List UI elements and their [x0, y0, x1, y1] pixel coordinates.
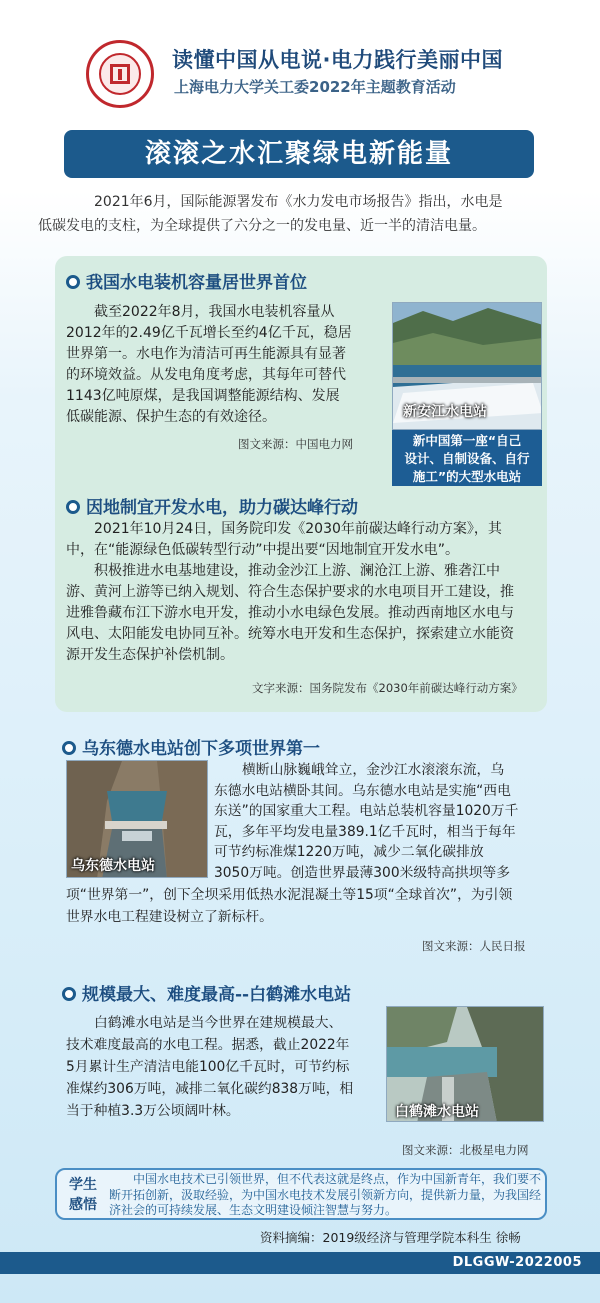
section2-line: 中，在“能源绿色低碳转型行动”中提出要“因地制宜开发水电”。: [66, 542, 460, 558]
section-bullet-icon: [62, 741, 76, 755]
section1-line: 世界第一。水电作为清洁可再生能源具有显著: [66, 346, 346, 362]
section4-source: 图文来源：北极星电力网: [402, 1143, 529, 1157]
section2-paragraph: [66, 519, 546, 666]
xinanjiang-dam-photo: [392, 302, 542, 430]
section1-line: 低碳能源、保护生态的有效途径。: [66, 409, 276, 425]
section3-line: 东送”的国家重大工程。电站总装机容量1020万千: [214, 803, 519, 819]
section3-paragraph: [214, 760, 544, 883]
editor-credit: 资料摘编：2019级经济与管理学院本科生 徐畅: [260, 1230, 521, 1245]
header-title-main: 读懂中国从电说·电力践行美丽中国: [172, 48, 503, 72]
section3-line: 世界水电工程建设树立了新标杆。: [66, 909, 273, 925]
caption-line: 新中国第一座“自己: [412, 433, 522, 448]
section3-line: 横断山脉巍峨耸立，金沙江水滚滚东流，乌: [242, 762, 505, 778]
student-reflection-label: [65, 1175, 101, 1215]
section3-line: 3050万吨。创造世界最薄300米级特高拱坝等多: [214, 864, 510, 881]
section4-line: 准煤约306万吨，减排二氧化碳约838万吨，相: [66, 1081, 354, 1097]
section1-source: 图文来源：中国电力网: [238, 437, 353, 451]
section2-title: [66, 493, 358, 518]
university-logo: [86, 40, 154, 108]
logo-emblem-icon: [99, 53, 141, 95]
caption-line: 施工”的大型水电站: [412, 469, 522, 484]
baihetan-photo-label: 白鹤滩水电站: [395, 1104, 479, 1120]
section3-line: 瓦，多年平均发电量389.1亿千瓦时，相当于每年: [214, 823, 516, 840]
section3-source: 图文来源：人民日报: [422, 939, 526, 953]
section-bullet-icon: [66, 500, 80, 514]
section1-line: 2012年的2.49亿千瓦增长至约4亿千瓦，稳居: [66, 325, 352, 341]
baihetan-dam-photo: [386, 1006, 544, 1122]
section4-line: 白鹤滩水电站是当今世界在建规模最大、: [94, 1015, 343, 1031]
section1-line: 1143亿吨原煤，是我国调整能源结构、发展: [66, 388, 340, 404]
xinanjiang-caption: [392, 430, 542, 486]
wudongde-photo-label: 乌东德水电站: [71, 858, 155, 874]
section4-line: 5月累计生产清洁电能100亿千瓦时，可节约标: [66, 1059, 350, 1075]
intro-line: 2021年6月，国际能源署发布《水力发电市场报告》指出，水电是: [94, 194, 503, 210]
section2-line: 进雅鲁藏布江下游水电开发，推动小水电绿色发展。推动西南地区水电与: [66, 605, 514, 621]
section2-line: 2021年10月24日，国务院印发《2030年前碳达峰行动方案》，其: [94, 521, 502, 537]
section4-title-text: 规模最大、难度最高--白鹤滩水电站: [82, 985, 352, 1005]
section1-line: 的环境效益。从发电角度考虑，其每年可替代: [66, 367, 346, 383]
section1-paragraph: [66, 302, 386, 428]
section1-title-text: 我国水电装机容量居世界首位: [86, 273, 307, 293]
section2-line: 游、黄河上游等已纳入规划、符合生态保护要求的水电项目开工建设，推: [66, 584, 514, 600]
section2-line: 积极推进水电基地建设，推动金沙江上游、澜沧江上游、雅砻江中: [94, 563, 500, 579]
student-label-line: 感悟: [69, 1197, 97, 1213]
student-reflection-box: [55, 1168, 547, 1220]
section3-line: 东德水电站横卧其间。乌东德水电站是实施“西电: [214, 782, 511, 799]
section3-paragraph-cont: [66, 884, 546, 928]
section4-paragraph: [66, 1012, 386, 1122]
intro-line: 低碳发电的支柱，为全球提供了六分之一的发电量、近一半的清洁电量。: [38, 218, 486, 234]
section3-line: 可节约标准煤1220万吨，减少二氧化碳排放: [214, 844, 484, 860]
wudongde-dam-photo: [66, 760, 208, 878]
section2-source: 文字来源：国务院发布《2030年前碳达峰行动方案》: [252, 681, 523, 695]
footer-code-bar: DLGGW-2022005: [0, 1252, 600, 1274]
section1-line: 截至2022年8月，我国水电装机容量从: [94, 304, 335, 320]
section3-line: 项“世界第一”，创下全坝采用低热水泥混凝土等15项“全球首次”，为引领: [66, 887, 513, 903]
caption-line: 设计、自制设备、自行: [404, 451, 530, 466]
main-title-banner: 滚滚之水汇聚绿电新能量: [64, 130, 534, 178]
section2-line: 源开发生态保护补偿机制。: [66, 647, 234, 663]
student-label-line: 学生: [69, 1177, 97, 1193]
section3-title: [62, 734, 320, 759]
section2-line: 风电、太阳能发电协同互补。统筹水电开发和生态保护，探索建立水能资: [66, 626, 514, 642]
section4-line: 技术难度最高的水电工程。据悉，截止2022年: [66, 1037, 350, 1053]
section-bullet-icon: [66, 275, 80, 289]
section-bullet-icon: [62, 987, 76, 1001]
section4-line: 当于种植3.3万公顷阔叶林。: [66, 1103, 240, 1119]
intro-paragraph: [38, 190, 542, 238]
section2-title-text: 因地制宜开发水电，助力碳达峰行动: [86, 498, 358, 518]
page-header: [0, 0, 600, 130]
xinanjiang-photo-label: 新安江水电站: [403, 404, 487, 420]
section4-title: [62, 980, 351, 1005]
student-reflection-text: 中国水电技术已引领世界，但不代表这就是终点，作为中国新青年，我们要不断开拓创新，汲取经验，为中国水电技术发展引领新方向，提供新力量，为我国经济社会的可持续发展、生态文明建设倾注智慧与努力。: [109, 1172, 542, 1217]
section3-title-text: 乌东德水电站创下多项世界第一: [82, 739, 320, 759]
section1-title: [66, 268, 307, 293]
logo-mark-icon: [110, 64, 130, 84]
header-title-sub: 上海电力大学关工委2022年主题教育活动: [174, 78, 456, 96]
